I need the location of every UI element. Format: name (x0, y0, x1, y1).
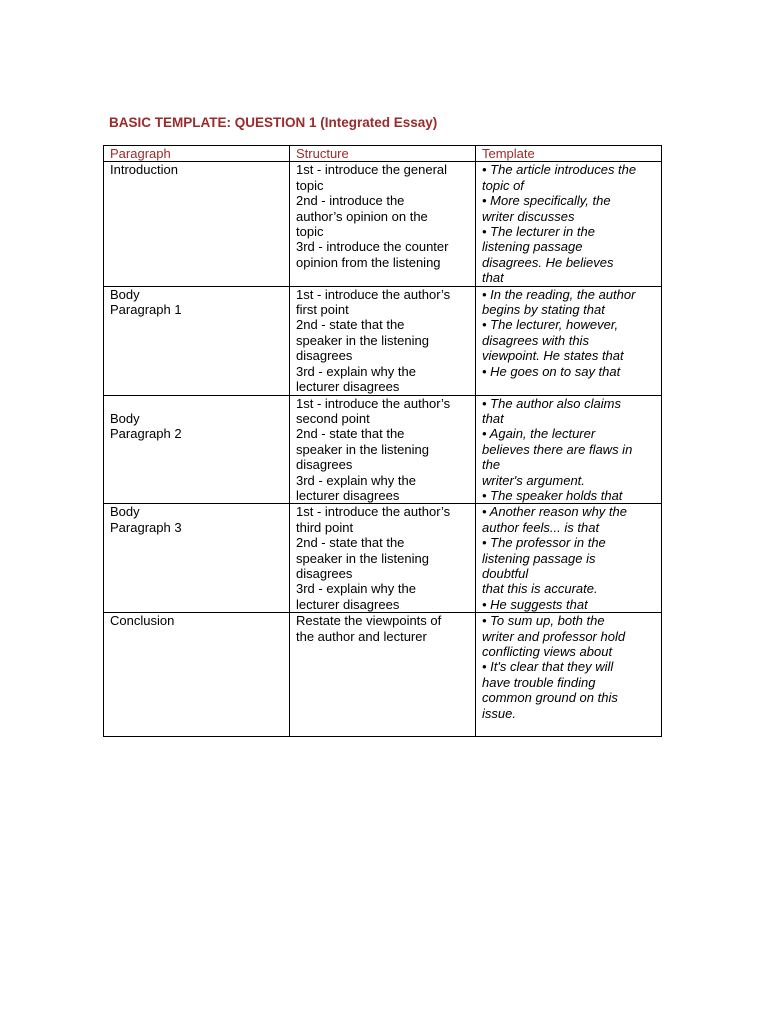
template-cell (476, 504, 662, 613)
template-line: • He suggests that (482, 596, 588, 612)
template-line: that this is accurate. (482, 581, 598, 597)
structure-line: speaker in the listening (296, 332, 429, 348)
template-line: • Another reason why the (482, 504, 627, 520)
template-line: • The article introduces the (482, 162, 637, 178)
template-line: • It's clear that they will (482, 659, 614, 675)
paragraph-cell (104, 613, 290, 737)
template-line: issue. (482, 705, 516, 721)
structure-line: 1st - introduce the author’s (296, 504, 451, 520)
structure-line: lecturer disagrees (296, 596, 400, 612)
template-line: common ground on this (482, 690, 618, 706)
structure-cell (290, 162, 476, 286)
template-line: • The lecturer in the (482, 224, 595, 240)
structure-cell (290, 613, 476, 737)
template-line: • More specifically, the (482, 193, 611, 209)
paragraph-cell (104, 395, 290, 504)
structure-line: speaker in the listening (296, 441, 429, 457)
template-line: disagrees. He believes (482, 254, 614, 270)
structure-line: 1st - introduce the general (296, 162, 448, 178)
structure-line: 3rd - introduce the counter (296, 239, 449, 255)
structure-line: speaker in the listening (296, 550, 429, 566)
structure-line: 3rd - explain why the (296, 363, 416, 379)
table-row-conclusion (104, 613, 662, 737)
structure-line: author’s opinion on the (296, 208, 428, 224)
template-cell (476, 162, 662, 286)
template-line: • The lecturer, however, (482, 317, 619, 333)
structure-line: 1st - introduce the author’s (296, 286, 451, 302)
structure-line: 2nd - state that the (296, 535, 405, 551)
structure-line: disagrees (296, 457, 353, 473)
structure-line: disagrees (296, 565, 353, 581)
header-paragraph: Paragraph (104, 146, 290, 162)
template-line: that (482, 270, 504, 286)
structure-line: Restate the viewpoints of (296, 613, 442, 629)
template-line: writer's argument. (482, 472, 585, 488)
template-line: writer discusses (482, 208, 575, 224)
structure-line: 2nd - state that the (296, 317, 405, 333)
table-row-body-paragraph-3 (104, 504, 662, 613)
template-line: • To sum up, both the (482, 613, 605, 629)
template-line: listening passage (482, 239, 583, 255)
paragraph-label: Conclusion (110, 613, 175, 629)
paragraph-label: Body (110, 286, 140, 302)
document-title: BASIC TEMPLATE: QUESTION 1 (Integrated Essay) (109, 115, 438, 130)
essay-template-table (103, 145, 662, 737)
header-structure: Structure (290, 146, 476, 162)
structure-line: topic (296, 177, 324, 193)
structure-line: 2nd - introduce the (296, 193, 405, 209)
paragraph-label: Body (110, 410, 140, 426)
template-line: have trouble finding (482, 674, 596, 690)
structure-line: opinion from the listening (296, 254, 441, 270)
structure-line: third point (296, 519, 354, 535)
paragraph-label: Paragraph 2 (110, 426, 182, 442)
template-line: • The speaker holds that (482, 487, 623, 503)
paragraph-label (110, 396, 284, 411)
template-line: author feels... is that (482, 519, 600, 535)
table-row-introduction (104, 162, 662, 286)
template-line: that (482, 410, 504, 426)
template-cell (476, 613, 662, 737)
table-row-body-paragraph-1 (104, 286, 662, 395)
structure-cell (290, 504, 476, 613)
paragraph-cell (104, 504, 290, 613)
template-line: • In the reading, the author (482, 286, 636, 302)
template-line: conflicting views about (482, 644, 613, 659)
template-line: • The author also claims (482, 395, 621, 411)
template-line: begins by stating that (482, 302, 605, 318)
template-line: writer and professor hold (482, 628, 626, 644)
header-template: Template (476, 146, 662, 162)
structure-line: 1st - introduce the author’s (296, 395, 451, 411)
template-line: the (482, 457, 501, 473)
structure-line: lecturer disagrees (296, 379, 400, 395)
table-row-body-paragraph-2 (104, 395, 662, 504)
template-line: • Again, the lecturer (482, 426, 596, 442)
template-line: listening passage is (482, 550, 596, 566)
template-line: topic of (482, 177, 524, 193)
template-cell (476, 286, 662, 395)
template-line: • He goes on to say that (482, 363, 621, 379)
template-line: doubtful (482, 565, 529, 581)
structure-line: lecturer disagrees (296, 487, 400, 503)
structure-line: 3rd - explain why the (296, 581, 416, 597)
table-header-row (104, 146, 662, 162)
structure-cell (290, 395, 476, 504)
paragraph-label: Introduction (110, 162, 178, 178)
structure-line: 2nd - state that the (296, 426, 405, 442)
paragraph-label: Paragraph 1 (110, 302, 182, 318)
structure-line: disagrees (296, 348, 353, 364)
template-line: • The professor in the (482, 535, 606, 551)
template-line: believes there are flaws in (482, 441, 633, 457)
paragraph-label: Paragraph 3 (110, 519, 182, 535)
template-line: viewpoint. He states that (482, 348, 624, 364)
template-line: disagrees with this (482, 332, 589, 348)
template-cell (476, 395, 662, 504)
structure-line: topic (296, 224, 324, 240)
structure-line: second point (296, 410, 370, 426)
paragraph-cell (104, 162, 290, 286)
structure-line: 3rd - explain why the (296, 472, 416, 488)
structure-cell (290, 286, 476, 395)
structure-line: first point (296, 302, 349, 318)
structure-line: the author and lecturer (296, 628, 427, 644)
paragraph-cell (104, 286, 290, 395)
paragraph-label: Body (110, 504, 140, 520)
